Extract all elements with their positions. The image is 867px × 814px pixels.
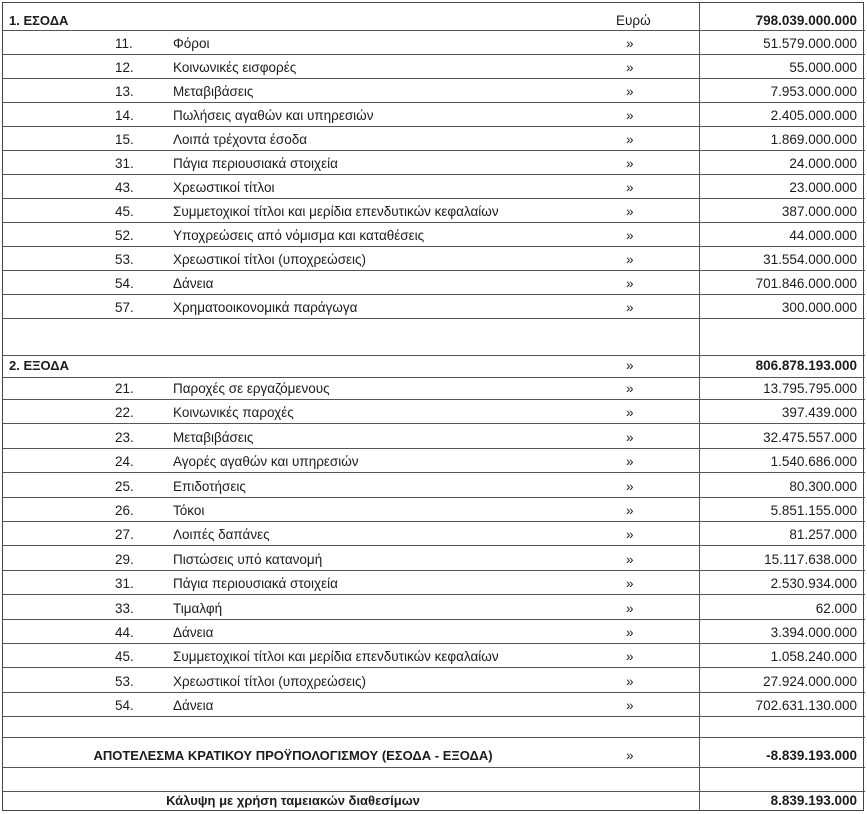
item-unit: » <box>626 276 634 291</box>
item-unit: » <box>626 454 634 470</box>
item-code: 15. <box>115 132 134 147</box>
item-code: 53. <box>115 673 134 689</box>
item-unit: » <box>626 625 634 640</box>
divider <box>3 521 865 522</box>
item-amount: 387.000.000 <box>781 204 857 219</box>
revenue-title: 1. ΕΣΟΔΑ <box>9 13 69 28</box>
item-unit: » <box>626 204 634 219</box>
item-amount: 2.530.934.000 <box>770 576 857 592</box>
divider <box>3 294 865 295</box>
item-amount: 55.000.000 <box>789 60 857 75</box>
item-amount: 701.846.000.000 <box>755 276 857 291</box>
item-amount: 31.554.000.000 <box>763 252 857 267</box>
table-row <box>3 499 865 523</box>
item-amount: 1.540.686.000 <box>770 454 857 470</box>
item-description: Κοινωνικές εισφορές <box>173 60 297 75</box>
divider <box>3 619 865 620</box>
table-row <box>3 176 865 200</box>
divider <box>3 174 865 175</box>
table-row <box>3 621 865 645</box>
item-amount: 44.000.000 <box>789 228 857 243</box>
expenses-header-row <box>3 354 865 378</box>
item-description: Λοιπές δαπάνες <box>173 527 270 543</box>
budget-table <box>2 2 864 811</box>
item-description: Φόροι <box>173 36 210 51</box>
item-code: 25. <box>115 478 134 494</box>
divider <box>3 545 865 546</box>
result-unit: » <box>626 748 634 763</box>
divider <box>3 767 865 768</box>
table-row <box>3 450 865 474</box>
item-unit: » <box>626 300 634 315</box>
divider <box>3 78 865 79</box>
item-unit: » <box>626 405 634 421</box>
divider <box>3 692 865 693</box>
divider <box>3 497 865 498</box>
item-unit: » <box>626 698 634 714</box>
item-unit: » <box>626 36 634 51</box>
item-amount: 24.000.000 <box>789 156 857 171</box>
item-amount: 81.257.000 <box>789 527 857 543</box>
divider <box>3 246 865 247</box>
table-row <box>3 475 865 499</box>
result-label: ΑΠΟΤΕΛΕΣΜΑ ΚΡΑΤΙΚΟΥ ΠΡΟΫΠΟΛΟΓΙΣΜΟΥ (ΕΣΟΔΑ - ΕΞΟΔΑ) <box>93 748 493 763</box>
item-code: 12. <box>115 60 134 75</box>
item-description: Πιστώσεις υπό κατανομή <box>173 551 323 567</box>
item-code: 26. <box>115 503 134 518</box>
divider <box>3 737 865 738</box>
divider <box>3 318 865 319</box>
table-row <box>3 572 865 596</box>
table-row <box>3 401 865 425</box>
item-description: Πωλήσεις αγαθών και υπηρεσιών <box>173 108 374 123</box>
coverage-amount: 8.839.193.000 <box>770 793 857 808</box>
item-amount: 702.631.130.000 <box>755 698 857 714</box>
table-row <box>3 104 865 128</box>
table-row <box>3 597 865 621</box>
table-row <box>3 296 865 320</box>
table-row <box>3 152 865 176</box>
item-description: Τόκοι <box>173 503 205 518</box>
table-row <box>3 523 865 547</box>
expenses-unit: » <box>626 358 634 373</box>
item-unit: » <box>626 132 634 147</box>
table-row <box>3 645 865 669</box>
item-code: 11. <box>115 36 133 51</box>
item-unit: » <box>626 478 634 494</box>
table-row <box>3 128 865 152</box>
item-code: 13. <box>115 84 134 99</box>
divider <box>3 667 865 668</box>
divider <box>3 30 865 31</box>
table-row <box>3 200 865 224</box>
item-description: Πάγια περιουσιακά στοιχεία <box>173 576 338 592</box>
item-code: 44. <box>115 625 134 640</box>
item-amount: 27.924.000.000 <box>763 673 857 689</box>
item-code: 45. <box>115 649 134 665</box>
item-amount: 62.000 <box>815 600 857 616</box>
table-row <box>3 548 865 572</box>
item-description: Χρεωστικοί τίτλοι <box>173 180 275 195</box>
table-row <box>3 56 865 80</box>
item-unit: » <box>626 429 634 445</box>
item-description: Μεταβιβάσεις <box>173 84 254 99</box>
item-description: Κοινωνικές παροχές <box>173 405 294 421</box>
item-unit: » <box>626 84 634 99</box>
item-unit: » <box>626 503 634 518</box>
item-description: Δάνεια <box>173 276 214 291</box>
item-unit: » <box>626 600 634 616</box>
table-row <box>3 670 865 694</box>
item-unit: » <box>626 180 634 195</box>
divider <box>3 54 865 55</box>
divider <box>3 198 865 199</box>
divider <box>3 472 865 473</box>
item-code: 54. <box>115 276 134 291</box>
item-description: Χρηματοοικονομικά παράγωγα <box>173 300 358 315</box>
table-row <box>3 272 865 296</box>
item-code: 14. <box>115 108 134 123</box>
divider <box>3 643 865 644</box>
item-description: Μεταβιβάσεις <box>173 429 254 445</box>
divider <box>3 594 865 595</box>
item-unit: » <box>626 527 634 543</box>
expenses-title: 2. ΕΞΟΔΑ <box>9 358 69 373</box>
item-amount: 23.000.000 <box>789 180 857 195</box>
item-unit: » <box>626 381 634 396</box>
table-row <box>3 224 865 248</box>
item-unit: » <box>626 156 634 171</box>
item-code: 31. <box>115 576 134 592</box>
item-unit: » <box>626 60 634 75</box>
divider <box>3 570 865 571</box>
item-description: Επιδοτήσεις <box>173 478 246 494</box>
item-unit: » <box>626 673 634 689</box>
item-unit: » <box>626 252 634 267</box>
expenses-total: 806.878.193.000 <box>755 358 857 373</box>
divider <box>3 150 865 151</box>
item-amount: 300.000.000 <box>781 300 857 315</box>
item-code: 24. <box>115 454 134 470</box>
item-code: 43. <box>115 180 134 195</box>
table-row <box>3 694 865 718</box>
divider <box>3 126 865 127</box>
coverage-label: Κάλυψη με χρήση ταμειακών διαθεσίμων <box>166 793 420 808</box>
item-code: 22. <box>115 405 134 421</box>
item-amount: 13.795.795.000 <box>763 381 857 396</box>
item-description: Δάνεια <box>173 698 214 714</box>
item-description: Χρεωστικοί τίτλοι (υποχρεώσεις) <box>173 673 367 689</box>
divider <box>3 102 865 103</box>
item-amount: 2.405.000.000 <box>770 108 857 123</box>
divider <box>3 716 865 717</box>
item-amount: 7.953.000.000 <box>770 84 857 99</box>
item-unit: » <box>626 576 634 592</box>
item-description: Λοιπά τρέχοντα έσοδα <box>173 132 308 147</box>
item-description: Χρεωστικοί τίτλοι (υποχρεώσεις) <box>173 252 367 267</box>
item-unit: » <box>626 551 634 567</box>
table-row <box>3 426 865 450</box>
item-code: 54. <box>115 698 134 714</box>
item-amount: 15.117.638.000 <box>764 551 857 567</box>
table-row <box>3 248 865 272</box>
revenue-total: 798.039.000.000 <box>755 13 857 28</box>
item-code: 57. <box>115 300 134 315</box>
item-amount: 51.579.000.000 <box>763 36 857 51</box>
item-amount: 397.439.000 <box>781 405 857 421</box>
item-code: 21. <box>115 381 134 396</box>
item-amount: 1.869.000.000 <box>770 132 857 147</box>
divider <box>3 448 865 449</box>
item-unit: » <box>626 649 634 665</box>
item-code: 29. <box>115 551 134 567</box>
item-description: Υποχρεώσεις από νόμισμα και καταθέσεις <box>173 228 425 243</box>
item-code: 23. <box>115 429 134 445</box>
item-code: 45. <box>115 204 134 219</box>
item-description: Συμμετοχικοί τίτλοι και μερίδια επενδυτικών κεφαλαίων <box>173 649 499 665</box>
item-code: 33. <box>115 600 134 616</box>
item-description: Συμμετοχικοί τίτλοι και μερίδια επενδυτικών κεφαλαίων <box>173 204 499 219</box>
result-amount: -8.839.193.000 <box>766 748 857 763</box>
item-amount: 32.475.557.000 <box>763 429 857 445</box>
item-description: Παροχές σε εργαζόμενους <box>173 381 330 396</box>
item-description: Αγορές αγαθών και υπηρεσιών <box>173 454 359 470</box>
item-code: 27. <box>115 527 134 543</box>
item-amount: 3.394.000.000 <box>770 625 857 640</box>
item-code: 53. <box>115 252 134 267</box>
coverage-row <box>3 789 865 813</box>
item-unit: » <box>626 108 634 123</box>
item-amount: 5.851.155.000 <box>770 503 857 518</box>
table-row <box>3 377 865 401</box>
item-code: 31. <box>115 156 134 171</box>
item-code: 52. <box>115 228 134 243</box>
table-row <box>3 32 865 56</box>
item-description: Πάγια περιουσιακά στοιχεία <box>173 156 338 171</box>
divider <box>3 222 865 223</box>
item-amount: 80.300.000 <box>789 478 857 494</box>
item-amount: 1.058.240.000 <box>770 649 857 665</box>
divider <box>3 270 865 271</box>
item-description: Τιμαλφή <box>173 600 223 616</box>
revenue-unit: Ευρώ <box>616 13 651 28</box>
item-description: Δάνεια <box>173 625 214 640</box>
table-row <box>3 80 865 104</box>
divider <box>3 399 865 400</box>
item-unit: » <box>626 228 634 243</box>
divider <box>3 423 865 424</box>
result-row <box>3 744 865 768</box>
